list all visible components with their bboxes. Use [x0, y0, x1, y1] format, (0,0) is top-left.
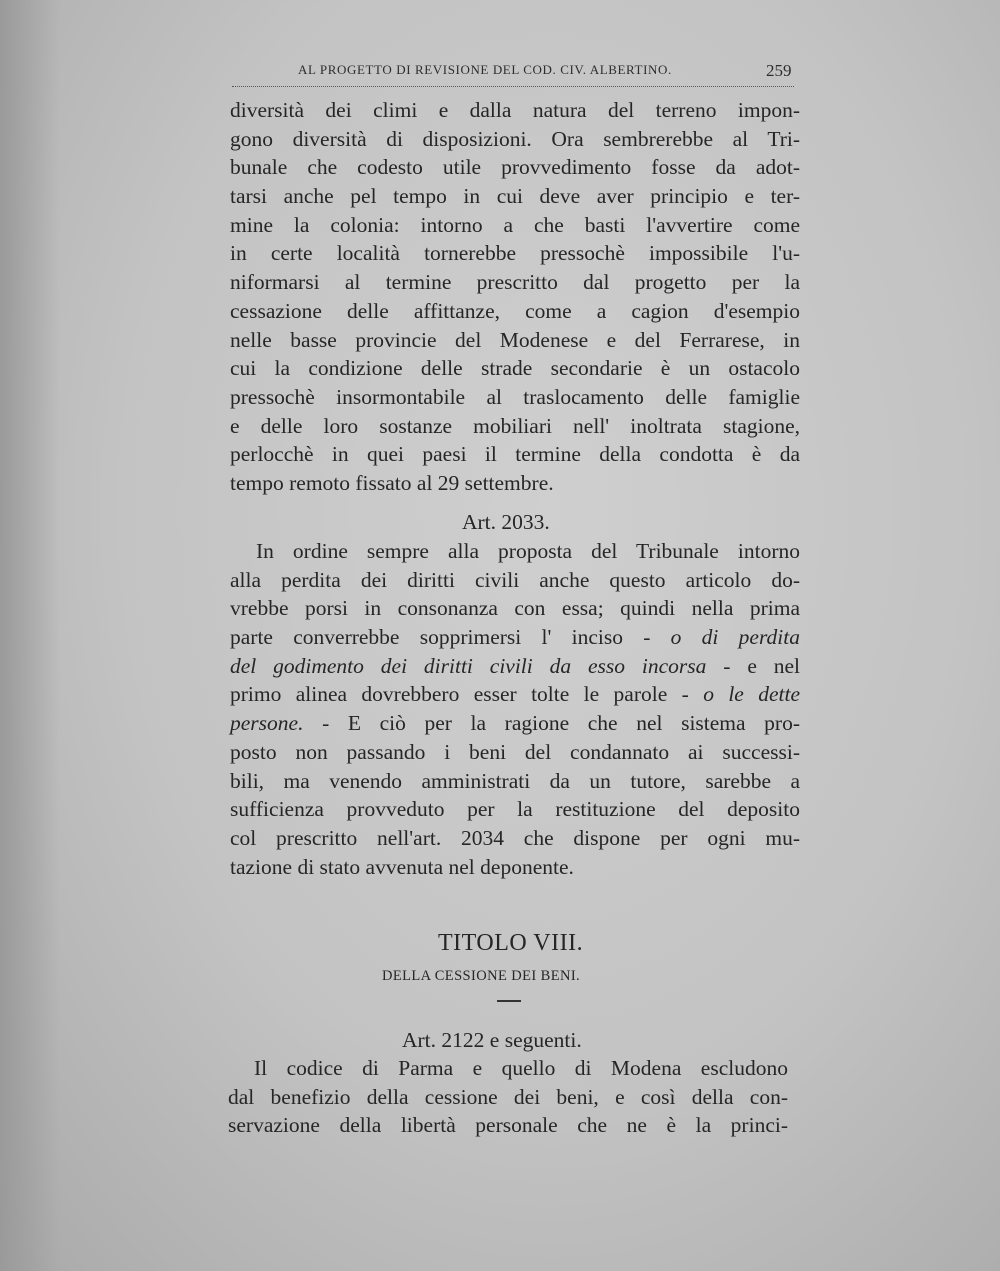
- header-rule: [232, 86, 794, 87]
- text-line: niformarsi al termine prescritto dal progetto per la: [230, 270, 800, 295]
- text-line: [230, 680, 800, 709]
- text-line: diversità dei climi e dalla natura del terreno impon-: [230, 98, 800, 122]
- text-line: tempo remoto fissato al 29 settembre.: [230, 470, 554, 495]
- text-line: [230, 652, 800, 681]
- section-title: TITOLO VIII.: [438, 930, 584, 956]
- text-line: col prescritto nell'art. 2034 che dispone per ogni mu-: [230, 825, 800, 850]
- page-shadow: [0, 0, 60, 1271]
- text-line: perlocchè in quei paesi il termine della condotta è da: [230, 442, 800, 467]
- italic-quote: o di perdita: [670, 625, 800, 650]
- text-line: cessazione delle affittanze, come a cagion d'esempio: [230, 298, 800, 323]
- text-line: gono diversità di disposizioni. Ora sembrerebbe al Tri-: [230, 126, 800, 151]
- article-2033-body: [230, 537, 800, 881]
- italic-quote: del godimento dei diritti civili da esso incorsa: [230, 653, 707, 678]
- text-span: parte converrebbe sopprimersi l' inciso -: [230, 625, 671, 650]
- text-line: servazione della libertà personale che ne è la princi-: [228, 1113, 788, 1138]
- text-span: primo alinea dovrebbero esser tolte le parole -: [230, 682, 704, 707]
- italic-quote: persone.: [230, 711, 304, 736]
- text-line: pressochè insormontabile al traslocamento delle famiglie: [230, 384, 800, 409]
- text-line: [230, 623, 800, 652]
- text-line: alla perdita dei diritti civili anche questo articolo do-: [230, 567, 800, 592]
- section-subtitle: DELLA CESSIONE DEI BENI.: [382, 968, 581, 984]
- text-line: tarsi anche pel tempo in cui deve aver principio e ter-: [230, 184, 800, 209]
- article-2122-body: [228, 1054, 788, 1140]
- page-number: 259: [766, 61, 792, 80]
- text-line: nelle basse provincie del Modenese e del Ferrarese, in: [230, 327, 800, 352]
- text-line: In ordine sempre alla proposta del Tribunale intorno: [256, 539, 800, 563]
- text-span: - E ciò per la ragione che nel sistema pro-: [303, 711, 800, 736]
- text-line: e delle loro sostanze mobiliari nell' inoltrata stagione,: [230, 413, 800, 438]
- text-line: vrebbe porsi in consonanza con essa; quindi nella prima: [230, 596, 800, 621]
- text-line: Il codice di Parma e quello di Modena escludono: [254, 1056, 788, 1080]
- running-head: AL PROGETTO DI REVISIONE DEL COD. CIV. ALBERTINO.: [298, 62, 672, 77]
- text-line: cui la condizione delle strade secondarie è un ostacolo: [230, 356, 800, 381]
- text-line: [230, 709, 800, 738]
- text-line: dal benefizio della cessione dei beni, e così della con-: [228, 1084, 788, 1109]
- text-span: - e nel: [706, 653, 800, 678]
- title-rule: [497, 1000, 521, 1002]
- article-heading-2033: Art. 2033.: [462, 510, 550, 534]
- text-line: tazione di stato avvenuta nel deponente.: [230, 854, 574, 879]
- text-line: sufficienza provveduto per la restituzione del deposito: [230, 797, 800, 822]
- paragraph-continuation: [230, 96, 800, 498]
- text-line: bunale che codesto utile provvedimento fosse da adot-: [230, 155, 800, 180]
- text-line: bili, ma venendo amministrati da un tutore, sarebbe a: [230, 768, 800, 793]
- text-line: mine la colonia: intorno a che basti l'avvertire come: [230, 212, 800, 237]
- text-line: in certe località tornerebbe pressochè impossibile l'u-: [230, 241, 800, 266]
- text-line: posto non passando i beni del condannato ai successi-: [230, 739, 800, 764]
- article-heading-2122: Art. 2122 e seguenti.: [402, 1028, 582, 1052]
- italic-quote: o le dette: [703, 682, 800, 707]
